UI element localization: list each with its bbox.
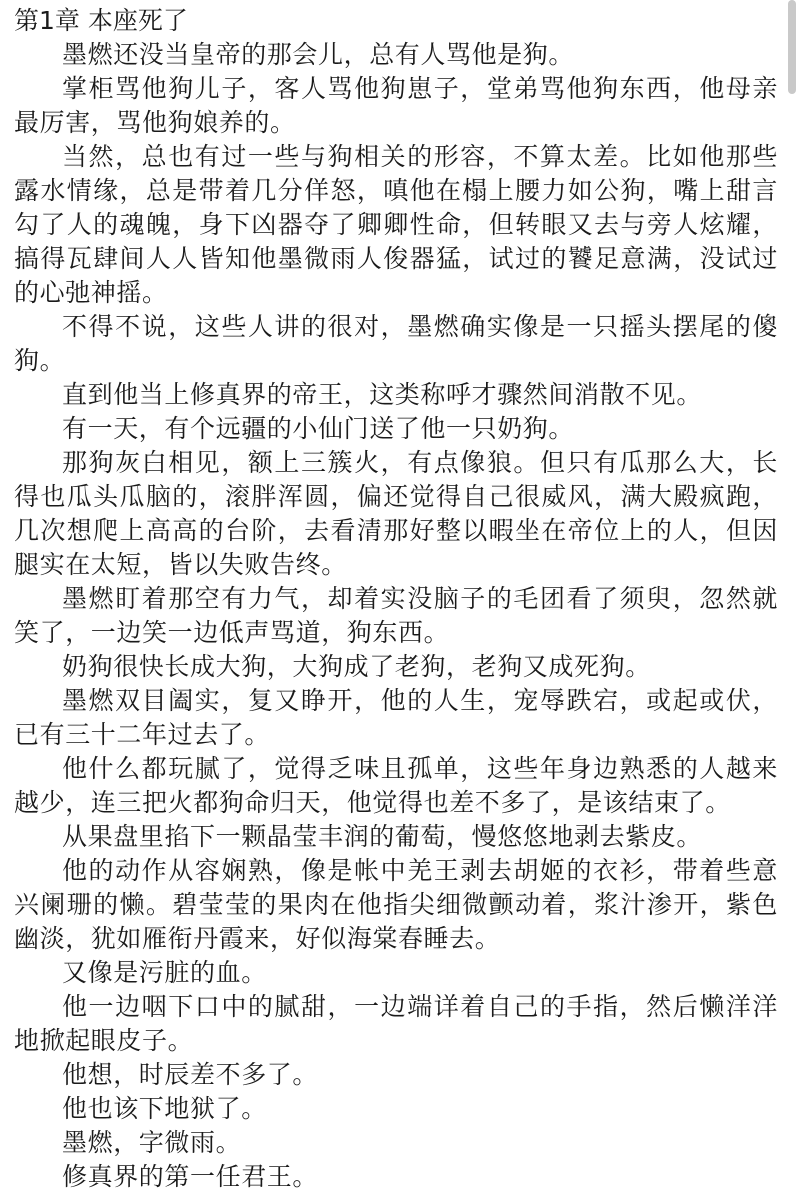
paragraph: 墨燃，字微雨。 (62, 1128, 242, 1157)
paragraph: 他什么都玩腻了，觉得乏味且孤单，这些年身边熟悉的人越来越少，连三把火都狗命归天，他觉得也差不多了，是该结束了。 (14, 754, 778, 817)
paragraph: 他想，时辰差不多了。 (62, 1060, 319, 1089)
chapter-title: 第1章 本座死了 (14, 6, 188, 35)
paragraph: 有一天，有个远疆的小仙门送了他一只奶狗。 (62, 414, 575, 443)
paragraph: 他的动作从容娴熟，像是帐中羌王剥去胡姬的衣衫，带着些意兴阑珊的懒。碧莹莹的果肉在他指尖细微颤动着，浆汁渗开，紫色幽淡，犹如雁衔丹霞来，好似海棠春睡去。 (14, 856, 778, 953)
scrollbar-thumb[interactable] (788, 0, 796, 94)
paragraph: 从果盘里掐下一颗晶莹丰润的葡萄，慢悠悠地剥去紫皮。 (62, 822, 703, 851)
paragraph: 又像是污脏的血。 (62, 958, 267, 987)
paragraph: 不得不说，这些人讲的很对，墨燃确实像是一只摇头摆尾的傻狗。 (14, 312, 778, 375)
paragraph: 他一边咽下口中的腻甜，一边端详着自己的手指，然后懒洋洋地掀起眼皮子。 (14, 992, 778, 1055)
paragraph: 那狗灰白相见，额上三簇火，有点像狼。但只有瓜那么大，长得也瓜头瓜脑的，滚胖浑圆，偏还觉得自己很威风，满大殿疯跑，几次想爬上高高的台阶，去看清那好整以暇坐在帝位上的人，但因腿实在太短，皆以失败告终。 (14, 448, 778, 579)
paragraph: 修真界的第一任君王。 (62, 1162, 319, 1191)
paragraph: 他也该下地狱了。 (62, 1094, 267, 1123)
paragraph: 墨燃双目阖实，复又睁开，他的人生，宠辱跌宕，或起或伏，已有三十二年过去了。 (14, 686, 778, 749)
reading-page (14, 4, 778, 1194)
paragraph: 掌柜骂他狗儿子，客人骂他狗崽子，堂弟骂他狗东西，他母亲最厉害，骂他狗娘养的。 (14, 74, 778, 137)
paragraph: 当然，总也有过一些与狗相关的形容，不算太差。比如他那些露水情缘，总是带着几分佯怒，嗔他在榻上腰力如公狗，嘴上甜言勾了人的魂魄，身下凶器夺了卿卿性命，但转眼又去与旁人炫耀，搞得瓦肆间人人皆知他墨微雨人俊器猛，试过的饕足意满，没试过的心弛神摇。 (14, 142, 778, 307)
paragraph: 奶狗很快长成大狗，大狗成了老狗，老狗又成死狗。 (62, 652, 651, 681)
paragraph: 墨燃还没当皇帝的那会儿，总有人骂他是狗。 (62, 40, 575, 69)
paragraph: 直到他当上修真界的帝王，这类称呼才骤然间消散不见。 (62, 380, 703, 409)
paragraph: 墨燃盯着那空有力气，却着实没脑子的毛团看了须臾，忽然就笑了，一边笑一边低声骂道，狗东西。 (14, 584, 778, 647)
